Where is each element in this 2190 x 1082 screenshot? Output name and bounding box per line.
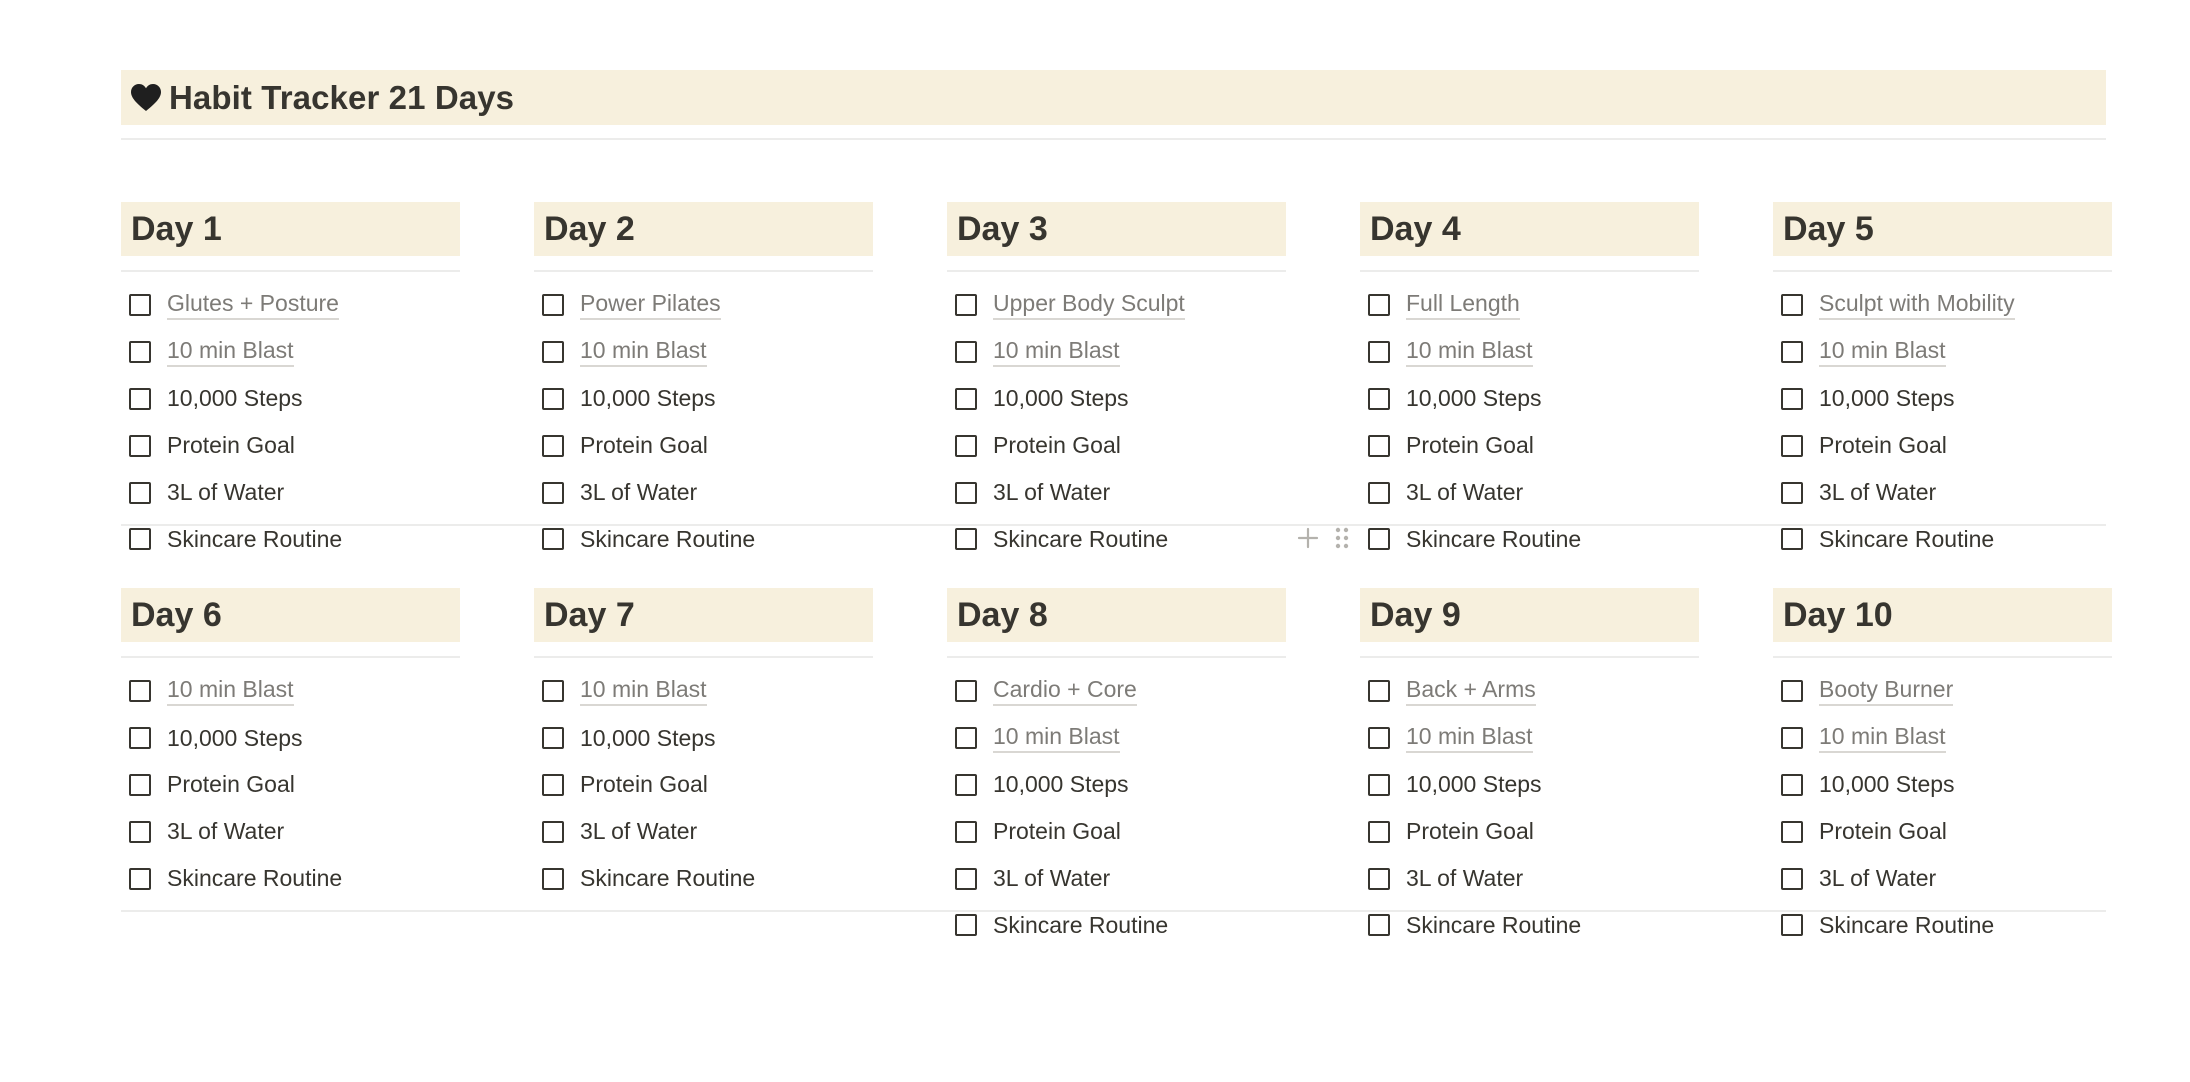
todo-item [1773, 668, 2112, 715]
todo-checkbox[interactable] [1781, 727, 1803, 749]
todo-checkbox[interactable] [955, 821, 977, 843]
todo-link[interactable]: 10 min Blast [580, 337, 707, 367]
todo-label: 3L of Water [1819, 479, 1937, 506]
todo-item [534, 422, 873, 469]
todo-item [1360, 469, 1699, 516]
todo-label: 3L of Water [580, 479, 698, 506]
day-divider [121, 656, 460, 658]
todo-item [947, 516, 1286, 563]
todo-checkbox[interactable] [129, 388, 151, 410]
todo-label: Skincare Routine [1406, 525, 1582, 552]
todo-checkbox[interactable] [129, 294, 151, 316]
todo-checkbox[interactable] [955, 868, 977, 890]
todo-checkbox[interactable] [1781, 294, 1803, 316]
day-column [947, 202, 1286, 563]
todo-item [121, 516, 460, 563]
todo-label: Skincare Routine [1406, 911, 1582, 938]
todo-checkbox[interactable] [542, 528, 564, 550]
todo-label: 3L of Water [993, 479, 1111, 506]
day-header [121, 202, 460, 256]
todo-checkbox[interactable] [1781, 388, 1803, 410]
todo-label: Protein Goal [993, 818, 1121, 845]
todo-item [1360, 422, 1699, 469]
day-header [534, 202, 873, 256]
day-header [534, 588, 873, 642]
day-column [534, 202, 873, 563]
todo-item [1773, 376, 2112, 423]
todo-list [534, 668, 873, 902]
day-title: Day 4 [1370, 209, 1461, 248]
todo-label: 3L of Water [167, 818, 285, 845]
todo-checkbox[interactable] [1781, 482, 1803, 504]
day-column [1773, 588, 2112, 949]
todo-checkbox[interactable] [955, 341, 977, 363]
todo-item [534, 762, 873, 809]
todo-checkbox[interactable] [1781, 914, 1803, 936]
todo-checkbox[interactable] [1368, 528, 1390, 550]
todo-item [121, 668, 460, 715]
todo-item [947, 668, 1286, 715]
day-column [121, 588, 460, 949]
todo-link[interactable]: 10 min Blast [1819, 337, 1946, 367]
todo-checkbox[interactable] [1781, 774, 1803, 796]
todo-item [947, 329, 1286, 376]
todo-item [121, 808, 460, 855]
day-header [1773, 202, 2112, 256]
todo-checkbox[interactable] [1368, 727, 1390, 749]
todo-checkbox[interactable] [129, 528, 151, 550]
todo-item [947, 376, 1286, 423]
todo-list [534, 282, 873, 563]
day-title: Day 1 [131, 209, 222, 248]
todo-item [947, 902, 1286, 949]
todo-label: 10,000 Steps [167, 385, 303, 412]
todo-item [947, 422, 1286, 469]
day-column [947, 588, 1286, 949]
todo-list [947, 668, 1286, 949]
day-divider [534, 270, 873, 272]
todo-checkbox[interactable] [1781, 821, 1803, 843]
todo-label: 10,000 Steps [580, 724, 716, 751]
todo-item [1360, 855, 1699, 902]
todo-label: Protein Goal [167, 432, 295, 459]
todo-label: Skincare Routine [993, 911, 1169, 938]
page-content [121, 70, 2106, 938]
todo-item [1360, 762, 1699, 809]
day-title: Day 3 [957, 209, 1048, 248]
black-heart-icon [131, 84, 161, 112]
todo-label: Protein Goal [580, 432, 708, 459]
todo-label: 3L of Water [580, 818, 698, 845]
day-title: Day 8 [957, 595, 1048, 634]
todo-label: 10,000 Steps [167, 724, 303, 751]
todo-checkbox[interactable] [542, 680, 564, 702]
todo-label: 10,000 Steps [1406, 385, 1542, 412]
todo-checkbox[interactable] [542, 868, 564, 890]
todo-item [121, 469, 460, 516]
todo-label: Skincare Routine [993, 525, 1169, 552]
todo-item [121, 855, 460, 902]
todo-label: Protein Goal [993, 432, 1121, 459]
todo-label: Protein Goal [1819, 818, 1947, 845]
day-title: Day 5 [1783, 209, 1874, 248]
todo-label: 10,000 Steps [1819, 385, 1955, 412]
todo-item [1360, 282, 1699, 329]
todo-item [534, 855, 873, 902]
todo-checkbox[interactable] [129, 680, 151, 702]
todo-checkbox[interactable] [1368, 388, 1390, 410]
drag-handle-icon[interactable] [1330, 523, 1354, 553]
todo-list [947, 282, 1286, 563]
block-hover-controls [1296, 523, 1354, 553]
todo-checkbox[interactable] [1781, 680, 1803, 702]
day-title: Day 7 [544, 595, 635, 634]
todo-checkbox[interactable] [129, 868, 151, 890]
day-divider [121, 270, 460, 272]
todo-label: Skincare Routine [580, 865, 756, 892]
todo-label: Skincare Routine [1819, 525, 1995, 552]
todo-checkbox[interactable] [542, 482, 564, 504]
day-header [121, 588, 460, 642]
day-divider [947, 656, 1286, 658]
todo-item [947, 282, 1286, 329]
todo-item [1773, 715, 2112, 762]
todo-checkbox[interactable] [1781, 868, 1803, 890]
todo-checkbox[interactable] [1368, 435, 1390, 457]
todo-link[interactable]: Booty Burner [1819, 676, 1953, 706]
day-title: Day 2 [544, 209, 635, 248]
todo-link[interactable]: 10 min Blast [993, 337, 1120, 367]
day-divider [947, 270, 1286, 272]
todo-checkbox[interactable] [542, 341, 564, 363]
todo-item [1360, 902, 1699, 949]
todo-item [947, 469, 1286, 516]
todo-list [1360, 668, 1699, 949]
todo-item [1773, 329, 2112, 376]
day-divider [1773, 270, 2112, 272]
todo-item [534, 469, 873, 516]
todo-item [947, 762, 1286, 809]
todo-link[interactable]: 10 min Blast [1819, 723, 1946, 753]
todo-link[interactable]: Power Pilates [580, 290, 721, 320]
todo-item [534, 808, 873, 855]
todo-checkbox[interactable] [129, 482, 151, 504]
todo-checkbox[interactable] [129, 435, 151, 457]
todo-checkbox[interactable] [1781, 435, 1803, 457]
todo-label: 3L of Water [1819, 865, 1937, 892]
todo-checkbox[interactable] [542, 388, 564, 410]
todo-checkbox[interactable] [542, 774, 564, 796]
todo-label: Protein Goal [1819, 432, 1947, 459]
todo-item [534, 715, 873, 762]
day-divider [1773, 656, 2112, 658]
todo-checkbox[interactable] [542, 294, 564, 316]
todo-label: Protein Goal [580, 771, 708, 798]
todo-checkbox[interactable] [542, 435, 564, 457]
todo-checkbox[interactable] [1368, 868, 1390, 890]
todo-list [1773, 668, 2112, 949]
todo-item [121, 329, 460, 376]
todo-item [947, 855, 1286, 902]
todo-checkbox[interactable] [1781, 341, 1803, 363]
title-divider [121, 138, 2106, 140]
todo-item [121, 422, 460, 469]
todo-checkbox[interactable] [1368, 341, 1390, 363]
day-title: Day 9 [1370, 595, 1461, 634]
todo-checkbox[interactable] [955, 388, 977, 410]
todo-link[interactable]: Back + Arms [1406, 676, 1536, 706]
day-header [947, 202, 1286, 256]
todo-label: 3L of Water [1406, 479, 1524, 506]
todo-label: Protein Goal [167, 771, 295, 798]
todo-item [1360, 376, 1699, 423]
todo-link[interactable]: Upper Body Sculpt [993, 290, 1185, 320]
todo-link[interactable]: 10 min Blast [1406, 723, 1533, 753]
todo-item [1360, 329, 1699, 376]
todo-list [121, 282, 460, 563]
todo-checkbox[interactable] [955, 914, 977, 936]
todo-label: Skincare Routine [167, 865, 343, 892]
todo-label: 10,000 Steps [1819, 771, 1955, 798]
todo-item [534, 668, 873, 715]
todo-label: 3L of Water [993, 865, 1111, 892]
day-header [947, 588, 1286, 642]
todo-checkbox[interactable] [955, 528, 977, 550]
plus-icon[interactable] [1296, 523, 1320, 553]
day-column [121, 202, 460, 563]
todo-link[interactable]: Full Length [1406, 290, 1520, 320]
todo-checkbox[interactable] [129, 341, 151, 363]
todo-item [947, 715, 1286, 762]
todo-link[interactable]: Glutes + Posture [167, 290, 339, 320]
todo-checkbox[interactable] [955, 294, 977, 316]
todo-list [1360, 282, 1699, 563]
todo-checkbox[interactable] [129, 774, 151, 796]
day-column [1773, 202, 2112, 563]
page-title: Habit Tracker 21 Days [169, 78, 515, 116]
todo-label: 10,000 Steps [580, 385, 716, 412]
todo-item [1773, 516, 2112, 563]
todo-item [1773, 282, 2112, 329]
todo-item [534, 376, 873, 423]
todo-item [121, 376, 460, 423]
day-divider [534, 656, 873, 658]
todo-link[interactable]: 10 min Blast [993, 723, 1120, 753]
todo-item [534, 329, 873, 376]
day-header [1773, 588, 2112, 642]
todo-list [121, 668, 460, 902]
day-header [1360, 202, 1699, 256]
page-title-bar [121, 70, 2106, 125]
todo-label: Skincare Routine [580, 525, 756, 552]
todo-checkbox[interactable] [955, 680, 977, 702]
day-title: Day 6 [131, 595, 222, 634]
todo-checkbox[interactable] [129, 821, 151, 843]
todo-label: 10,000 Steps [1406, 771, 1542, 798]
todo-checkbox[interactable] [1781, 528, 1803, 550]
todo-link[interactable]: 10 min Blast [1406, 337, 1533, 367]
todo-item [1773, 469, 2112, 516]
todo-label: Protein Goal [1406, 818, 1534, 845]
todo-item [947, 808, 1286, 855]
todo-checkbox[interactable] [129, 727, 151, 749]
todo-label: Skincare Routine [167, 525, 343, 552]
todo-item [1773, 422, 2112, 469]
day-divider [1360, 656, 1699, 658]
todo-item [1360, 668, 1699, 715]
day-header [1360, 588, 1699, 642]
todo-checkbox[interactable] [1368, 914, 1390, 936]
todo-label: Protein Goal [1406, 432, 1534, 459]
todo-checkbox[interactable] [955, 774, 977, 796]
todo-item [1360, 808, 1699, 855]
todo-label: 10,000 Steps [993, 771, 1129, 798]
todo-item [1773, 808, 2112, 855]
todo-checkbox[interactable] [955, 482, 977, 504]
todo-checkbox[interactable] [955, 435, 977, 457]
todo-item [534, 516, 873, 563]
day-column [1360, 588, 1699, 949]
days-row-2 [121, 588, 2106, 938]
day-column [534, 588, 873, 949]
todo-item [121, 282, 460, 329]
todo-checkbox[interactable] [1368, 821, 1390, 843]
todo-list [1773, 282, 2112, 563]
days-row-1 [121, 202, 2106, 552]
todo-link[interactable]: Sculpt with Mobility [1819, 290, 2015, 320]
todo-checkbox[interactable] [1368, 482, 1390, 504]
todo-checkbox[interactable] [1368, 680, 1390, 702]
todo-item [1773, 762, 2112, 809]
todo-checkbox[interactable] [1368, 774, 1390, 796]
day-column [1360, 202, 1699, 563]
todo-item [1360, 516, 1699, 563]
day-divider [1360, 270, 1699, 272]
todo-label: 3L of Water [1406, 865, 1524, 892]
todo-item [1773, 902, 2112, 949]
todo-label: Skincare Routine [1819, 911, 1995, 938]
todo-item [534, 282, 873, 329]
todo-checkbox[interactable] [955, 727, 977, 749]
todo-link[interactable]: 10 min Blast [580, 676, 707, 706]
todo-item [121, 762, 460, 809]
todo-item [1773, 855, 2112, 902]
todo-item [1360, 715, 1699, 762]
todo-link[interactable]: Cardio + Core [993, 676, 1137, 706]
todo-link[interactable]: 10 min Blast [167, 676, 294, 706]
todo-label: 10,000 Steps [993, 385, 1129, 412]
todo-checkbox[interactable] [1368, 294, 1390, 316]
todo-link[interactable]: 10 min Blast [167, 337, 294, 367]
day-title: Day 10 [1783, 595, 1893, 634]
todo-checkbox[interactable] [542, 821, 564, 843]
todo-label: 3L of Water [167, 479, 285, 506]
todo-item [121, 715, 460, 762]
todo-checkbox[interactable] [542, 727, 564, 749]
